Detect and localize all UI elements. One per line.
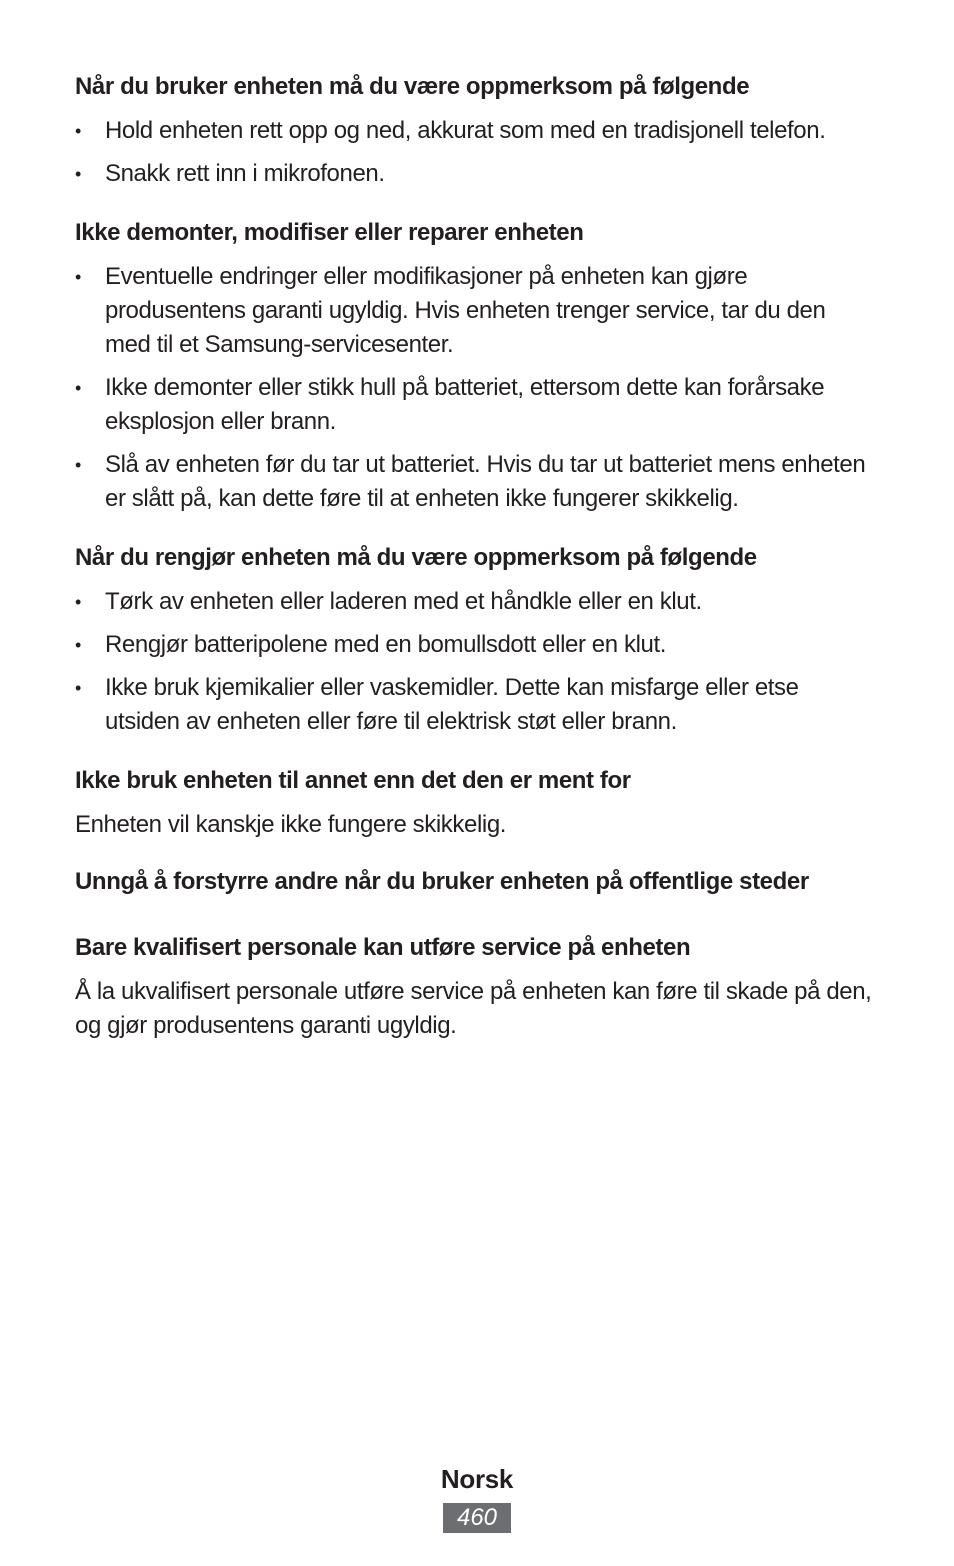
list-item — [75, 157, 875, 191]
bullet-icon: • — [75, 267, 81, 287]
list-item — [75, 628, 875, 662]
bullet-list — [75, 260, 875, 516]
bullet-icon: • — [75, 378, 81, 398]
section-heading: Unngå å forstyrre andre når du bruker enheten på offentlige steder — [75, 868, 809, 895]
list-item-text: Hold enheten rett opp og ned, akkurat som med en tradisjonell telefon. — [105, 117, 826, 144]
bullet-icon: • — [75, 121, 81, 141]
section-paragraph: Å la ukvalifisert personale utføre service på enheten kan føre til skade på den, og gjør produsentens garanti ugyldig. — [75, 978, 872, 1039]
bullet-icon: • — [75, 635, 81, 655]
list-item — [75, 448, 875, 516]
section-public-places — [75, 865, 875, 899]
list-item-text: Ikke bruk kjemikalier eller vaskemidler. Dette kan misfarge eller etse utsiden av enheten eller føre til elektrisk støt eller brann. — [105, 674, 799, 735]
bullet-list — [75, 114, 875, 191]
page-footer — [0, 1463, 954, 1533]
section-heading: Ikke demonter, modifiser eller reparer enheten — [75, 219, 584, 246]
document-body — [75, 70, 875, 1043]
list-item — [75, 671, 875, 739]
list-item — [75, 371, 875, 439]
list-item-text: Snakk rett inn i mikrofonen. — [105, 160, 385, 187]
bullet-icon: • — [75, 592, 81, 612]
section-heading: Når du bruker enheten må du være oppmerksom på følgende — [75, 73, 750, 100]
section-usage — [75, 70, 875, 191]
list-item-text: Tørk av enheten eller laderen med et håndkle eller en klut. — [105, 588, 702, 615]
bullet-icon: • — [75, 455, 81, 475]
list-item-text: Eventuelle endringer eller modifikasjoner på enheten kan gjøre produsentens garanti ugyldig. Hvis enheten trenger service, tar du den med til et Samsung-servicesenter. — [105, 263, 826, 358]
section-disassemble — [75, 216, 875, 516]
section-cleaning — [75, 541, 875, 739]
bullet-icon: • — [75, 678, 81, 698]
section-intended-use — [75, 764, 875, 842]
footer-language: Norsk — [440, 1464, 514, 1494]
list-item-text: Rengjør batteripolene med en bomullsdott eller en klut. — [105, 631, 666, 658]
list-item — [75, 114, 875, 148]
list-item — [75, 260, 875, 362]
section-heading: Når du rengjør enheten må du være oppmerksom på følgende — [75, 544, 757, 571]
bullet-icon: • — [75, 164, 81, 184]
section-heading: Ikke bruk enheten til annet enn det den er ment for — [75, 767, 631, 794]
bullet-list — [75, 585, 875, 739]
section-qualified-service — [75, 931, 875, 1043]
list-item-text: Slå av enheten før du tar ut batteriet. Hvis du tar ut batteriet mens enheten er slått på, kan dette føre til at enheten ikke fungerer skikkelig. — [105, 451, 866, 512]
list-item-text: Ikke demonter eller stikk hull på batteriet, ettersom dette kan forårsake eksplosjon eller brann. — [105, 374, 825, 435]
section-paragraph: Enheten vil kanskje ikke fungere skikkelig. — [75, 811, 507, 838]
section-heading: Bare kvalifisert personale kan utføre service på enheten — [75, 934, 691, 961]
list-item — [75, 585, 875, 619]
page-number: 460 — [443, 1503, 511, 1533]
